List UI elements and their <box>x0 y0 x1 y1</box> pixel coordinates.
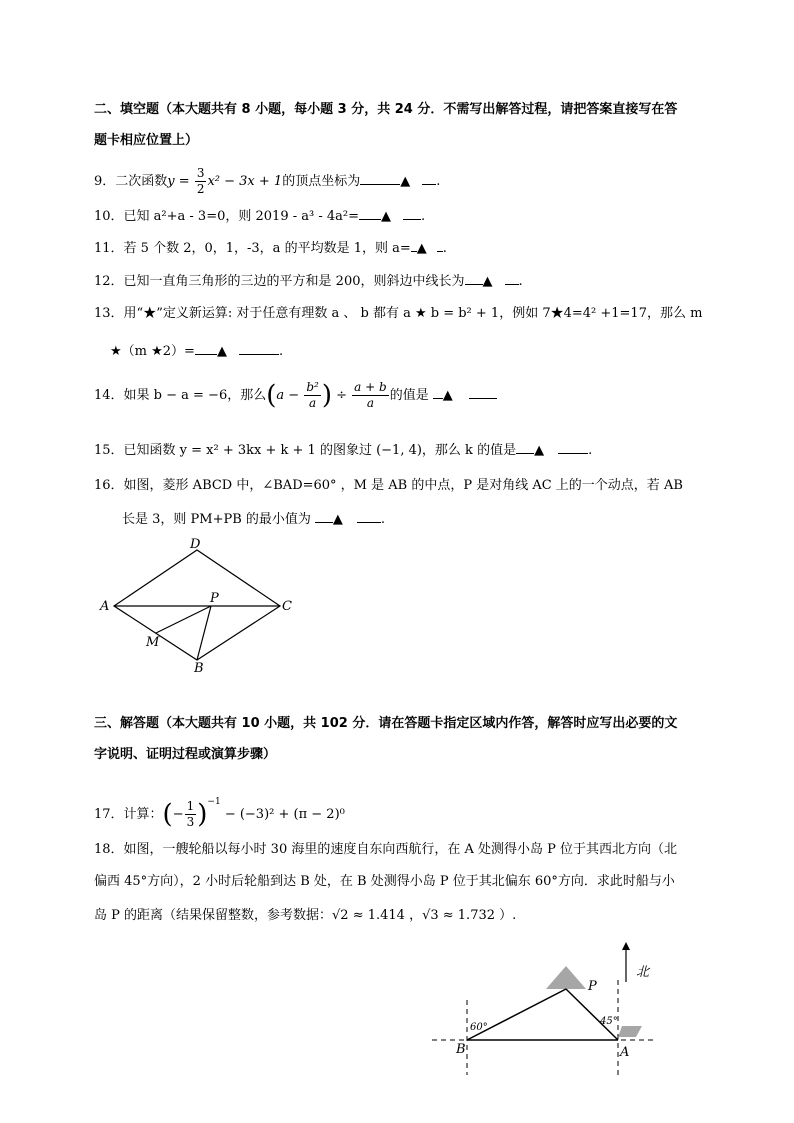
triangle-icon: ▲ <box>216 344 227 359</box>
q16-line2-text: 长是 3，则 PM+PB 的最小值为 <box>122 512 311 527</box>
rhombus-figure <box>94 534 304 674</box>
q9-text: 9．二次函数 <box>94 174 168 189</box>
q17-frac-den: 3 <box>186 815 195 829</box>
segment-pm <box>156 606 211 633</box>
q10-text: 10．已知 a²+a - 3=0，则 2019 - a³ - 4a²= <box>94 209 359 224</box>
triangle-icon: ▲ <box>381 209 391 224</box>
q9-eq: = <box>174 174 194 189</box>
triangle-icon: ▲ <box>534 443 545 458</box>
label-a: A <box>620 1045 630 1060</box>
question-11 <box>94 237 447 259</box>
label-d: D <box>190 537 201 552</box>
label-b: B <box>194 661 204 674</box>
q14-fraction-1 <box>304 380 321 411</box>
q13-end: . <box>278 344 284 359</box>
answer-blank <box>422 170 436 185</box>
answer-blank <box>239 340 279 355</box>
triangle-icon: ▲ <box>482 274 493 289</box>
answer-blank <box>360 170 400 185</box>
triangle-icon: ▲ <box>400 174 411 189</box>
q16-end: . <box>380 512 386 527</box>
question-14 <box>94 378 497 414</box>
q9-end: . <box>436 174 441 189</box>
right-paren: ) <box>321 380 332 411</box>
q9-frac-num: 3 <box>196 166 205 180</box>
q10-end: . <box>421 209 426 224</box>
label-a: A <box>100 599 110 614</box>
q14-var-a: a <box>276 388 285 403</box>
answer-blank <box>359 205 381 220</box>
question-18-line1: 18．如图，一艘轮船以每小时 30 海里的速度自东向西航行，在 A 处测得小岛 P 位于其西北方向（北 <box>94 842 678 857</box>
q9-tail: 的顶点坐标为 <box>282 174 361 189</box>
question-18-line3: 岛 P 的距离（结果保留整数，参考数据：√2 ≈ 1.414 ，√3 ≈ 1.732 ）. <box>94 908 517 923</box>
answer-blank <box>558 439 588 454</box>
question-18-line2: 偏西 45°方向），2 小时后轮船到达 B 处，在 B 处测得小岛 P 位于其北偏东 60°方向．求此时船与小 <box>94 874 675 889</box>
ship-shape <box>618 1026 642 1037</box>
q11-end: . <box>442 241 447 256</box>
q9-expression: x² − 3x + 1 <box>207 174 283 189</box>
q12-text: 12．已知一直角三角形的三边的平方和是 200，则斜边中线长为 <box>94 274 465 289</box>
q17-pre: 17．计算： <box>94 807 163 822</box>
angle-a-label: 45° <box>600 1016 618 1027</box>
q14-f2-num: a + b <box>354 380 387 394</box>
label-b: B <box>456 1042 466 1057</box>
question-13-line2 <box>110 340 283 362</box>
question-17 <box>94 784 345 833</box>
right-paren: ) <box>197 799 208 830</box>
question-9 <box>94 166 440 197</box>
q14-fraction-2 <box>352 380 389 411</box>
q17-exponent: −1 <box>207 797 221 807</box>
triangle-icon: ▲ <box>332 512 343 527</box>
q14-tail: 的值是 <box>389 388 429 403</box>
answer-blank <box>465 270 483 285</box>
answer-blank <box>516 439 534 454</box>
question-12 <box>94 270 523 292</box>
q12-end: . <box>518 274 523 289</box>
q17-fraction <box>185 799 197 830</box>
answer-blank <box>315 508 333 523</box>
answer-blank <box>403 205 421 220</box>
label-north: 北 <box>636 965 650 980</box>
q15-text: 15．已知函数 y = x² + 3kx + k + 1 的图象过 (−1, 4)，那么 k 的值是 <box>94 443 517 458</box>
section3-heading-line2: 字说明、证明过程或演算步骤） <box>94 747 277 762</box>
q9-fraction <box>195 166 207 197</box>
rhombus-abcd <box>114 550 280 660</box>
triangle-icon: ▲ <box>442 388 453 403</box>
angle-b-label: 60° <box>470 1022 488 1033</box>
q17-minus: − <box>172 807 184 822</box>
q13-line2-text: ★（m ★2）= <box>110 344 195 359</box>
question-16-line1: 16．如图，菱形 ABCD 中，∠BAD=60° ，M 是 AB 的中点，P 是对角线 AC 上的一个动点，若 AB <box>94 478 683 493</box>
answer-blank <box>469 384 497 399</box>
north-arrow-head <box>622 942 630 950</box>
q14-div: ÷ <box>331 388 352 403</box>
question-16-line2 <box>122 508 385 530</box>
answer-blank <box>505 270 519 285</box>
answer-blank <box>433 384 443 399</box>
label-m: M <box>146 635 160 650</box>
triangle-icon: ▲ <box>416 241 427 256</box>
q11-text: 11．若 5 个数 2，0，1，-3，a 的平均数是 1，则 a= <box>94 241 411 256</box>
island-shape <box>546 966 586 989</box>
q14-f1-num: b² <box>306 380 319 394</box>
answer-blank <box>195 340 217 355</box>
question-15 <box>94 439 592 461</box>
label-p: P <box>588 979 597 994</box>
label-c: C <box>282 599 292 614</box>
q9-frac-den: 2 <box>196 182 205 196</box>
q15-end: . <box>588 443 593 458</box>
q14-f2-den: a <box>366 396 374 410</box>
left-paren: ( <box>162 799 173 830</box>
q14-f1-den: a <box>309 396 317 410</box>
segment-pa <box>566 989 618 1040</box>
section2-heading-line1: 二、填空题（本大题共有 8 小题，每小题 3 分，共 24 分．不需写出解答过程，请把答案直接写在答 <box>94 102 678 117</box>
q9-var: y <box>167 174 175 189</box>
question-13-line1: 13．用“★”定义新运算: 对于任意有理数 a 、 b 都有 a ★ b = b² + 1，例如 7★4=4² +1=17，那么 m <box>94 306 703 321</box>
answer-blank <box>357 508 381 523</box>
label-p: P <box>210 591 219 606</box>
ship-figure <box>430 940 670 1075</box>
section3-heading-line1: 三、解答题（本大题共有 10 小题，共 102 分．请在答题卡指定区域内作答，解答时应写出必要的文 <box>94 716 678 731</box>
q17-frac-num: 1 <box>186 799 195 813</box>
q14-minus: − <box>284 388 304 403</box>
q14-pre: 14．如果 b − a = −6，那么 <box>94 388 267 403</box>
left-paren: ( <box>266 380 277 411</box>
q17-rest: − (−3)² + (π − 2)⁰ <box>220 807 345 822</box>
section2-heading-line2: 题卡相应位置上） <box>94 133 199 148</box>
question-10 <box>94 205 425 227</box>
